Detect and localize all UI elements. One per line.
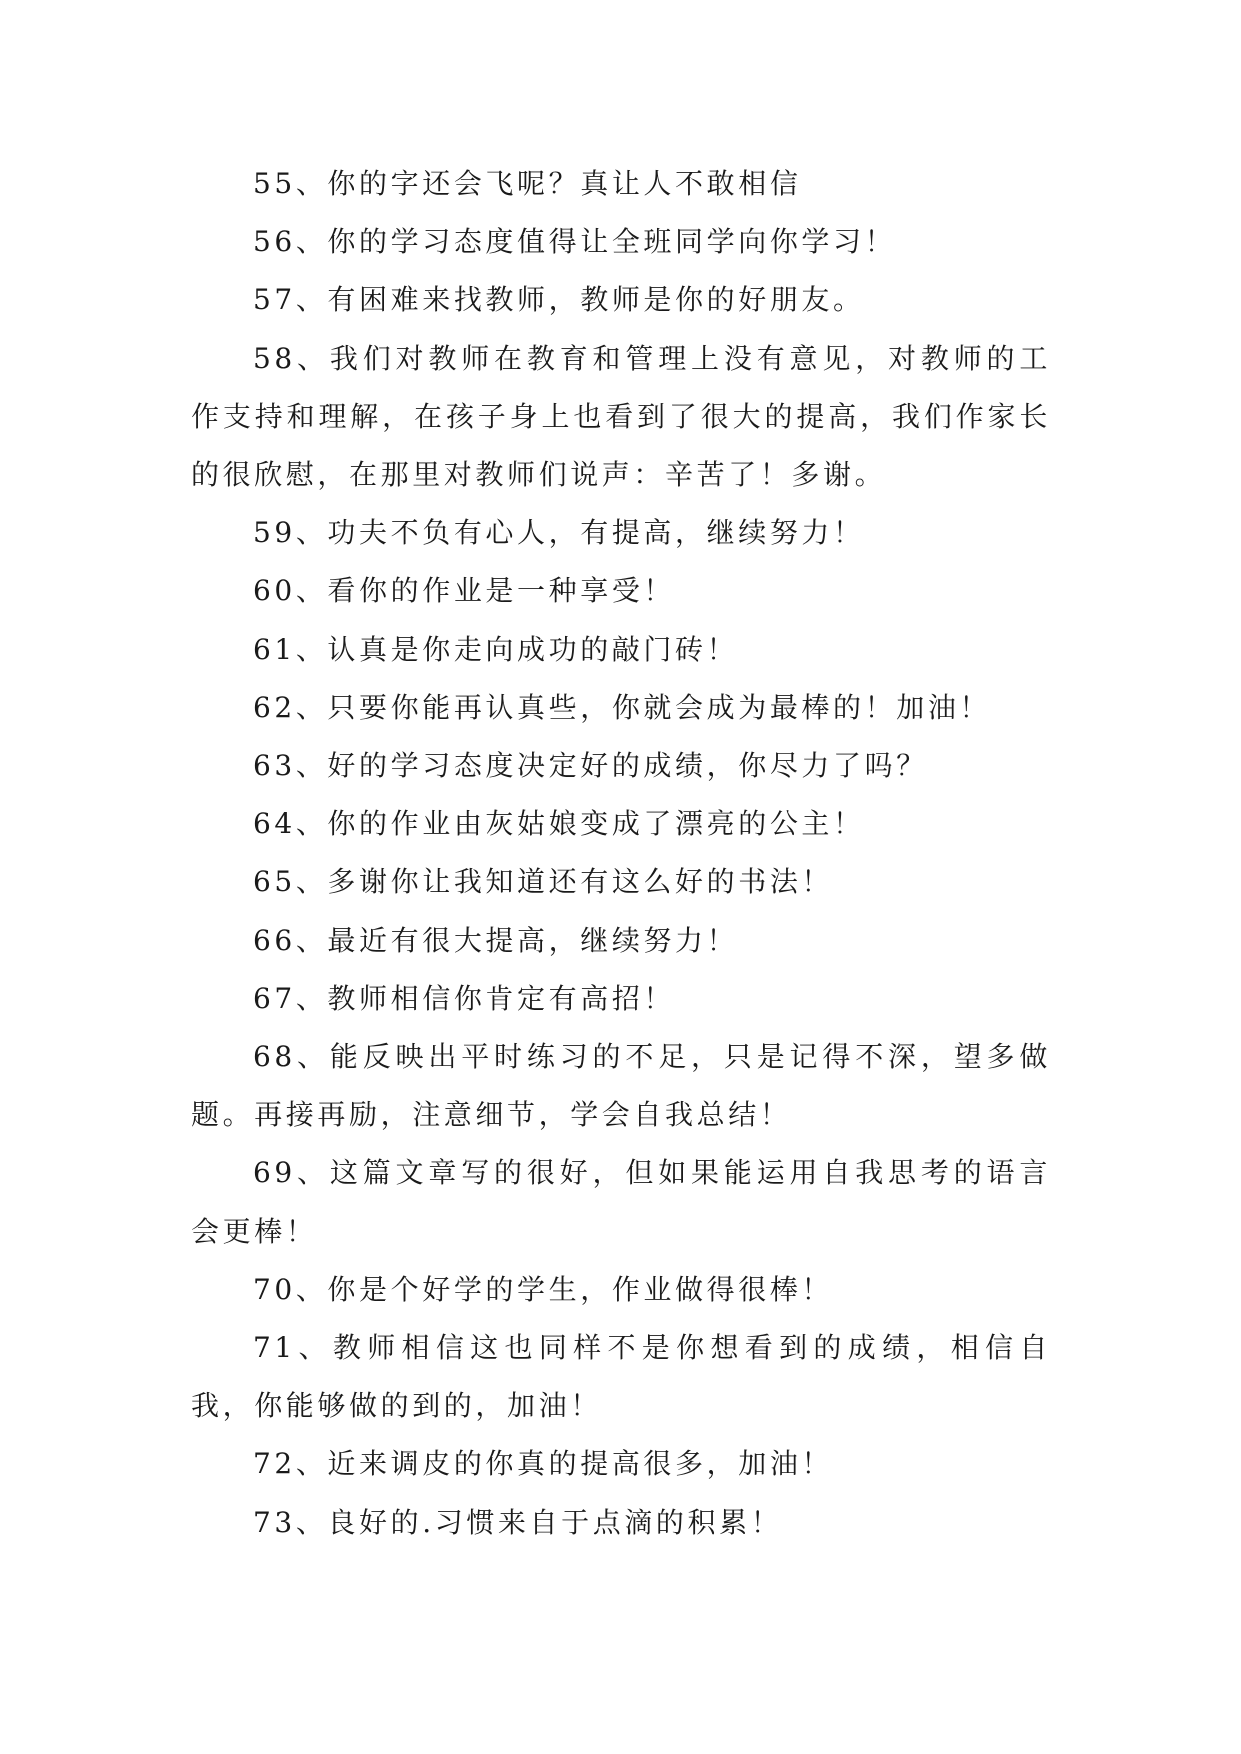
paragraph-66: 66、最近有很大提高，继续努力！ — [253, 923, 739, 957]
paragraph-71: 71、教师相信这也同样不是你想看到的成绩，相信自我，你能够做的到的，加油！ — [191, 1331, 1051, 1423]
paragraph-69: 69、这篇文章写的很好，但如果能运用自我思考的语言会更棒！ — [191, 1156, 1051, 1248]
paragraph-70: 70、你是个好学的学生，作业做得很棒！ — [253, 1272, 834, 1306]
paragraph-56: 56、你的学习态度值得让全班同学向你学习！ — [253, 225, 897, 259]
paragraph-55: 55、你的字还会飞呢？真让人不敢相信 — [253, 167, 802, 200]
paragraph-63: 63、好的学习态度决定好的成绩，你尽力了吗？ — [253, 749, 928, 783]
paragraph-61: 61、认真是你走向成功的敲门砖！ — [253, 632, 739, 666]
paragraph-58: 58、我们对教师在教育和管理上没有意见，对教师的工作支持和理解，在孩子身上也看到了很大的提高，我们作家长的很欣慰，在那里对教师们说声：辛苦了！多谢。 — [191, 341, 1051, 492]
paragraph-72: 72、近来调皮的你真的提高很多，加油！ — [253, 1447, 834, 1481]
paragraph-60: 60、看你的作业是一种享受！ — [253, 574, 676, 608]
paragraph-59: 59、功夫不负有心人，有提高，继续努力！ — [253, 516, 865, 550]
document-body — [191, 155, 1051, 1552]
paragraph-64: 64、你的作业由灰姑娘变成了漂亮的公主！ — [253, 807, 865, 841]
paragraph-65: 65、多谢你让我知道还有这么好的书法！ — [253, 865, 834, 899]
paragraph-68: 68、能反映出平时练习的不足，只是记得不深，望多做题。再接再励，注意细节，学会自我总结！ — [191, 1040, 1051, 1132]
paragraph-67: 67、教师相信你肯定有高招！ — [253, 981, 676, 1015]
paragraph-57: 57、有困难来找教师，教师是你的好朋友。 — [253, 283, 865, 317]
paragraph-62: 62、只要你能再认真些，你就会成为最棒的！加油！ — [253, 690, 992, 724]
paragraph-73: 73、良好的.习惯来自于点滴的积累！ — [253, 1505, 783, 1539]
